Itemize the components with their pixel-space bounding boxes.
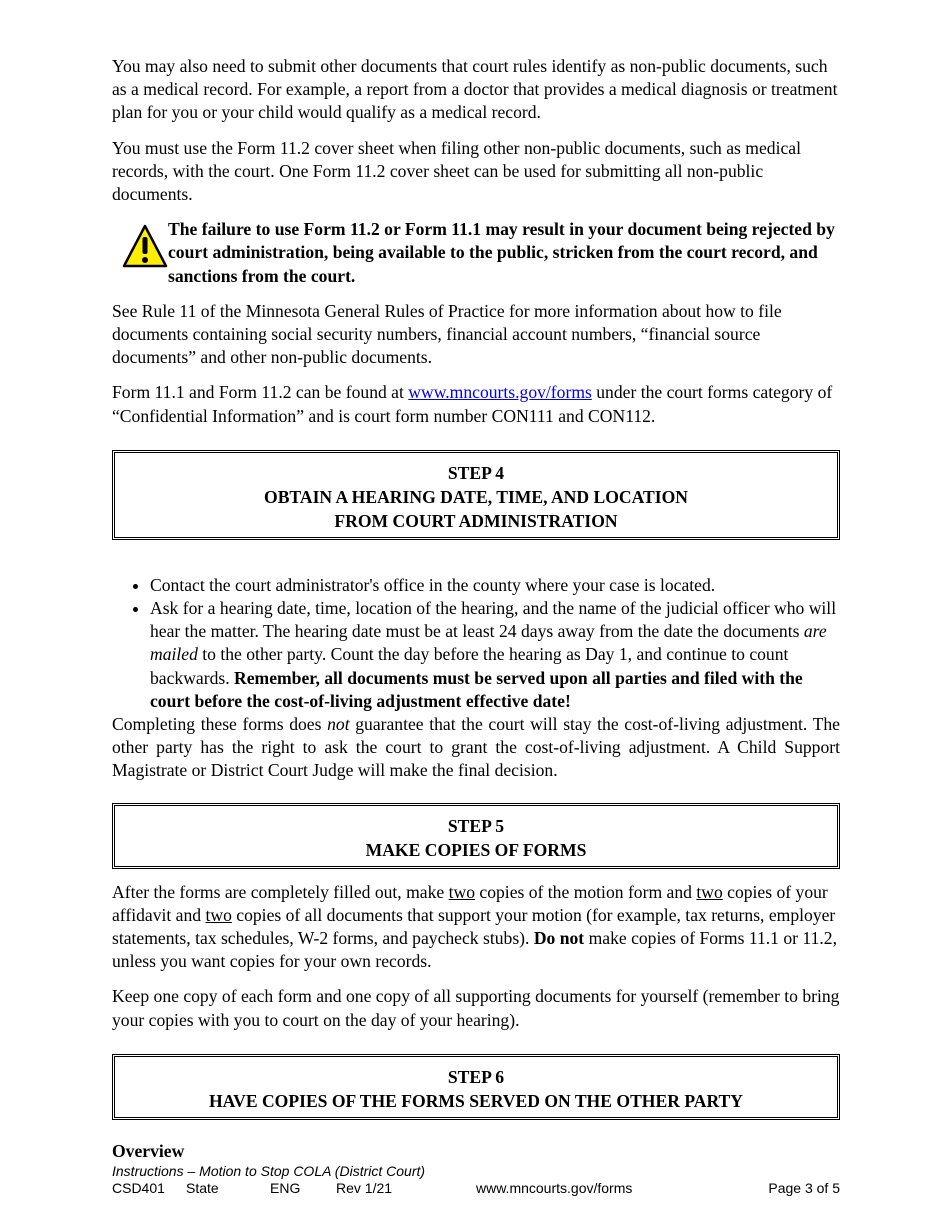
warning-notice [112, 218, 840, 288]
warning-text: The failure to use Form 11.2 or Form 11.1 may result in your document being rejected by court administration, being available to the public, stricken from the court record, and sanctions from the court. [168, 219, 835, 286]
footer-url: www.mncourts.gov/forms [476, 1180, 633, 1196]
step-5-header: STEP 5 MAKE COPIES OF FORMS [112, 803, 840, 869]
paragraph-keep-copies: Keep one copy of each form and one copy of all supporting documents for yourself (remember to bring your copies with you to court on the day of your hearing). [112, 986, 840, 1030]
paragraph-form-11-2: You must use the Form 11.2 cover sheet when filing other non-public documents, such as medical records, with the court. One Form 11.2 cover sheet can be used for submitting all non-public documents. [112, 137, 801, 205]
step-6-header: STEP 6 HAVE COPIES OF THE FORMS SERVED ON THE OTHER PARTY [112, 1054, 840, 1120]
paragraph-non-public-documents: You may also need to submit other documents that court rules identify as non-public documents, such as a medical record. For example, a report from a doctor that provides a medical diagnosis or treatment plan for you or your child would qualify as a medical record. [112, 56, 838, 123]
footer-language: ENG [270, 1180, 301, 1196]
page-footer [112, 1163, 840, 1197]
warning-triangle-icon [122, 224, 168, 268]
footer-form-code: CSD401 [112, 1180, 165, 1196]
paragraph-final-decision: Completing these forms does not guarantee that the court will stay the cost-of-living adjustment. The other party has the right to ask the court to grant the cost-of-living adjustment. A Child Support Magistrate or District Court Judge will make the final decision. [112, 714, 840, 781]
paragraph-make-copies: After the forms are completely filled out, make two copies of the motion form and two copies of your affidavit and two copies of all documents that support your motion (for example, tax returns, employer statements, tax schedules, W-2 forms, and paycheck stubs). Do not make copies of Forms 11.1 or 11.2, unless you want copies for your own records. [112, 881, 837, 972]
step-4-instructions [112, 574, 840, 713]
document-body [112, 55, 840, 1163]
paragraph-forms-location: Form 11.1 and Form 11.2 can be found at www.mncourts.gov/forms under the court forms category of “Confidential Information” and is court form number CON111 and CON112. [112, 382, 833, 426]
step-4-header: STEP 4 OBTAIN A HEARING DATE, TIME, AND LOCATION FROM COURT ADMINISTRATION [112, 450, 840, 540]
footer-title: Instructions – Motion to Stop COLA (District Court) [112, 1163, 426, 1179]
list-item: • Contact the court administrator's office in the county where your case is located. [150, 574, 840, 597]
list-item: • Ask for a hearing date, time, location of the hearing, and the name of the judicial officer who will hear the matter. The hearing date must be at least 24 days away from the date the documents are mailed to the other party. Count the day before the hearing as Day 1, and continue to count backwards. Remember, all documents must be served upon all parties and filed with the court before the cost-of-living adjustment effective date! [150, 597, 840, 713]
mncourts-forms-link[interactable]: www.mncourts.gov/forms [408, 382, 592, 403]
footer-state: State [186, 1180, 219, 1196]
overview-heading: Overview [112, 1140, 185, 1161]
footer-page-number: Page 3 of 5 [768, 1180, 840, 1196]
footer-revision: Rev 1/21 [336, 1180, 393, 1196]
paragraph-rule-11: See Rule 11 of the Minnesota General Rules of Practice for more information about how to file documents containing social security numbers, financial account numbers, “financial source documents” and other non-public documents. [112, 300, 782, 368]
footer-meta-row [112, 1180, 840, 1197]
